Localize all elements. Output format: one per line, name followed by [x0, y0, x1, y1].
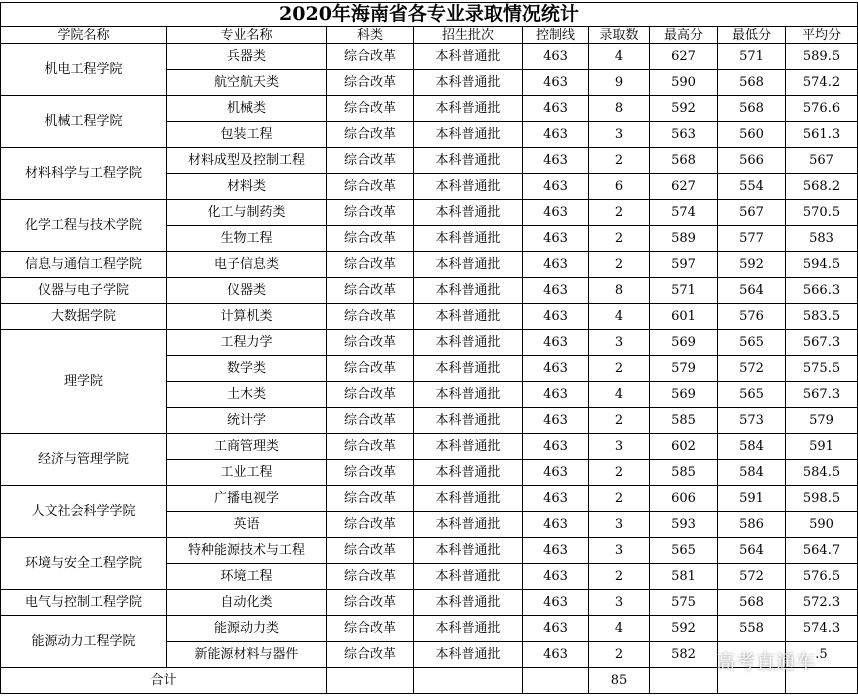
min-score-cell: 577: [718, 226, 786, 252]
max-score-cell: 575: [650, 590, 718, 616]
control-line-cell: 463: [523, 278, 589, 304]
control-line-cell: 463: [523, 408, 589, 434]
batch-cell: 本科普通批: [414, 304, 523, 330]
control-line-cell: 463: [523, 564, 589, 590]
min-score-cell: 567: [718, 200, 786, 226]
max-score-cell: 581: [650, 564, 718, 590]
max-score-cell: 579: [650, 356, 718, 382]
min-score-cell: 564: [718, 278, 786, 304]
table-row: [1, 96, 858, 122]
max-score-cell: 590: [650, 70, 718, 96]
major-cell: 能源动力类: [167, 616, 327, 642]
major-cell: 电子信息类: [167, 252, 327, 278]
major-cell: 计算机类: [167, 304, 327, 330]
control-line-cell: 463: [523, 122, 589, 148]
min-score-cell: 554: [718, 174, 786, 200]
subject-cell: 综合改革: [327, 122, 414, 148]
count-cell: 8: [589, 96, 650, 122]
college-cell: 材料科学与工程学院: [1, 148, 167, 200]
avg-score-cell: 594.5: [786, 252, 858, 278]
control-line-cell: 463: [523, 70, 589, 96]
table-row: [1, 304, 858, 330]
max-score-cell: 601: [650, 304, 718, 330]
min-score-cell: 572: [718, 564, 786, 590]
min-score-cell: 571: [718, 44, 786, 70]
max-score-cell: 589: [650, 226, 718, 252]
control-line-cell: 463: [523, 304, 589, 330]
table-row: [1, 538, 858, 564]
major-cell: 土木类: [167, 382, 327, 408]
control-line-cell: 463: [523, 330, 589, 356]
avg-score-cell: 567.3: [786, 330, 858, 356]
count-cell: 3: [589, 512, 650, 538]
batch-cell: 本科普通批: [414, 616, 523, 642]
major-cell: 特种能源技术与工程: [167, 538, 327, 564]
batch-cell: 本科普通批: [414, 148, 523, 174]
batch-cell: 本科普通批: [414, 408, 523, 434]
avg-score-cell: 567: [786, 148, 858, 174]
min-score-cell: 592: [718, 252, 786, 278]
batch-cell: 本科普通批: [414, 122, 523, 148]
count-cell: 2: [589, 564, 650, 590]
batch-cell: 本科普通批: [414, 200, 523, 226]
avg-score-cell: 568.2: [786, 174, 858, 200]
major-cell: 材料成型及控制工程: [167, 148, 327, 174]
major-cell: 统计学: [167, 408, 327, 434]
max-score-cell: 582: [650, 642, 718, 668]
min-score-cell: 586: [718, 512, 786, 538]
avg-score-cell: 572.3: [786, 590, 858, 616]
subject-cell: 综合改革: [327, 408, 414, 434]
count-cell: 3: [589, 434, 650, 460]
avg-score-cell: 576.6: [786, 96, 858, 122]
major-cell: 仪器类: [167, 278, 327, 304]
batch-cell: 本科普通批: [414, 356, 523, 382]
batch-cell: 本科普通批: [414, 382, 523, 408]
control-line-cell: 463: [523, 44, 589, 70]
avg-score-cell: .5: [786, 642, 858, 668]
college-cell: 电气与控制工程学院: [1, 590, 167, 616]
college-cell: 环境与安全工程学院: [1, 538, 167, 590]
batch-cell: 本科普通批: [414, 330, 523, 356]
control-line-cell: 463: [523, 616, 589, 642]
control-line-cell: 463: [523, 434, 589, 460]
column-header: 学院名称: [1, 27, 167, 44]
max-score-cell: 568: [650, 148, 718, 174]
batch-cell: 本科普通批: [414, 278, 523, 304]
min-score-cell: 591: [718, 486, 786, 512]
table-row: [1, 590, 858, 616]
avg-score-cell: 574.3: [786, 616, 858, 642]
avg-score-cell: 576.5: [786, 564, 858, 590]
subject-cell: 综合改革: [327, 70, 414, 96]
min-score-cell: 560: [718, 122, 786, 148]
min-score-cell: 558: [718, 616, 786, 642]
control-line-cell: 463: [523, 226, 589, 252]
batch-cell: 本科普通批: [414, 590, 523, 616]
max-score-cell: 597: [650, 252, 718, 278]
subject-cell: 综合改革: [327, 96, 414, 122]
subject-cell: 综合改革: [327, 356, 414, 382]
count-cell: 4: [589, 616, 650, 642]
college-cell: 理学院: [1, 330, 167, 434]
count-cell: 3: [589, 330, 650, 356]
subject-cell: 综合改革: [327, 44, 414, 70]
major-cell: 工业工程: [167, 460, 327, 486]
table-row: [1, 278, 858, 304]
control-line-cell: 463: [523, 148, 589, 174]
count-cell: 6: [589, 174, 650, 200]
column-header: 平均分: [786, 27, 858, 44]
subject-cell: 综合改革: [327, 382, 414, 408]
batch-cell: 本科普通批: [414, 460, 523, 486]
count-cell: 3: [589, 590, 650, 616]
subject-cell: 综合改革: [327, 252, 414, 278]
major-cell: 航空航天类: [167, 70, 327, 96]
max-score-cell: 606: [650, 486, 718, 512]
college-cell: 经济与管理学院: [1, 434, 167, 486]
avg-score-cell: 598.5: [786, 486, 858, 512]
subject-cell: 综合改革: [327, 200, 414, 226]
major-cell: 环境工程: [167, 564, 327, 590]
major-cell: 数学类: [167, 356, 327, 382]
count-cell: 4: [589, 44, 650, 70]
count-cell: 2: [589, 148, 650, 174]
avg-score-cell: 589.5: [786, 44, 858, 70]
count-cell: 8: [589, 278, 650, 304]
table-row: [1, 252, 858, 278]
batch-cell: 本科普通批: [414, 96, 523, 122]
table-row: [1, 434, 858, 460]
batch-cell: 本科普通批: [414, 44, 523, 70]
major-cell: 机械类: [167, 96, 327, 122]
empty-cell: [523, 668, 589, 694]
max-score-cell: 593: [650, 512, 718, 538]
min-score-cell: 568: [718, 70, 786, 96]
subject-cell: 综合改革: [327, 148, 414, 174]
control-line-cell: 463: [523, 538, 589, 564]
column-header: 科类: [327, 27, 414, 44]
major-cell: 英语: [167, 512, 327, 538]
count-cell: 2: [589, 460, 650, 486]
max-score-cell: 574: [650, 200, 718, 226]
batch-cell: 本科普通批: [414, 226, 523, 252]
control-line-cell: 463: [523, 512, 589, 538]
control-line-cell: 463: [523, 356, 589, 382]
batch-cell: 本科普通批: [414, 174, 523, 200]
max-score-cell: 585: [650, 408, 718, 434]
major-cell: 自动化类: [167, 590, 327, 616]
column-header: 控制线: [523, 27, 589, 44]
column-header: 最高分: [650, 27, 718, 44]
count-cell: 2: [589, 252, 650, 278]
min-score-cell: 573: [718, 408, 786, 434]
min-score-cell: 564: [718, 538, 786, 564]
count-cell: 3: [589, 538, 650, 564]
control-line-cell: 463: [523, 174, 589, 200]
empty-cell: [650, 668, 718, 694]
max-score-cell: 602: [650, 434, 718, 460]
subject-cell: 综合改革: [327, 226, 414, 252]
avg-score-cell: 575.5: [786, 356, 858, 382]
column-header: 录取数: [589, 27, 650, 44]
subject-cell: 综合改革: [327, 330, 414, 356]
major-cell: 广播电视学: [167, 486, 327, 512]
max-score-cell: 571: [650, 278, 718, 304]
count-cell: 2: [589, 226, 650, 252]
avg-score-cell: 584.5: [786, 460, 858, 486]
max-score-cell: 569: [650, 382, 718, 408]
count-cell: 2: [589, 486, 650, 512]
subject-cell: 综合改革: [327, 460, 414, 486]
subject-cell: 综合改革: [327, 564, 414, 590]
control-line-cell: 463: [523, 460, 589, 486]
max-score-cell: 563: [650, 122, 718, 148]
avg-score-cell: 591: [786, 434, 858, 460]
subject-cell: 综合改革: [327, 434, 414, 460]
avg-score-cell: 590: [786, 512, 858, 538]
college-cell: 机械工程学院: [1, 96, 167, 148]
count-cell: 4: [589, 382, 650, 408]
watermark-text: 高考直通车: [716, 651, 817, 673]
min-score-cell: 572: [718, 356, 786, 382]
max-score-cell: 569: [650, 330, 718, 356]
college-cell: 化学工程与技术学院: [1, 200, 167, 252]
avg-score-cell: 567.3: [786, 382, 858, 408]
max-score-cell: 592: [650, 96, 718, 122]
batch-cell: 本科普通批: [414, 512, 523, 538]
avg-score-cell: 583: [786, 226, 858, 252]
max-score-cell: 627: [650, 44, 718, 70]
control-line-cell: 463: [523, 382, 589, 408]
header-row: [1, 27, 858, 44]
control-line-cell: 463: [523, 252, 589, 278]
column-header: 专业名称: [167, 27, 327, 44]
empty-cell: [327, 668, 414, 694]
avg-score-cell: 570.5: [786, 200, 858, 226]
avg-score-cell: 566.3: [786, 278, 858, 304]
table-title: 2020年海南省各专业录取情况统计: [1, 3, 858, 27]
major-cell: 材料类: [167, 174, 327, 200]
empty-cell: [414, 668, 523, 694]
batch-cell: 本科普通批: [414, 252, 523, 278]
college-cell: 能源动力工程学院: [1, 616, 167, 668]
table-row: [1, 44, 858, 70]
subject-cell: 综合改革: [327, 590, 414, 616]
control-line-cell: 463: [523, 590, 589, 616]
major-cell: 化工与制药类: [167, 200, 327, 226]
college-cell: 大数据学院: [1, 304, 167, 330]
major-cell: 兵器类: [167, 44, 327, 70]
max-score-cell: 585: [650, 460, 718, 486]
min-score-cell: 584: [718, 460, 786, 486]
min-score-cell: 576: [718, 304, 786, 330]
control-line-cell: 463: [523, 486, 589, 512]
major-cell: 生物工程: [167, 226, 327, 252]
subject-cell: 综合改革: [327, 304, 414, 330]
total-count: 85: [589, 668, 650, 694]
college-cell: 机电工程学院: [1, 44, 167, 96]
avg-score-cell: 583.5: [786, 304, 858, 330]
min-score-cell: 566: [718, 148, 786, 174]
count-cell: 4: [589, 304, 650, 330]
count-cell: 2: [589, 408, 650, 434]
max-score-cell: 565: [650, 538, 718, 564]
major-cell: 工程力学: [167, 330, 327, 356]
avg-score-cell: 574.2: [786, 70, 858, 96]
control-line-cell: 463: [523, 642, 589, 668]
subject-cell: 综合改革: [327, 642, 414, 668]
batch-cell: 本科普通批: [414, 564, 523, 590]
college-cell: 仪器与电子学院: [1, 278, 167, 304]
table-row: [1, 148, 858, 174]
max-score-cell: 592: [650, 616, 718, 642]
control-line-cell: 463: [523, 200, 589, 226]
college-cell: 信息与通信工程学院: [1, 252, 167, 278]
batch-cell: 本科普通批: [414, 642, 523, 668]
table-row: [1, 200, 858, 226]
avg-score-cell: 579: [786, 408, 858, 434]
count-cell: 2: [589, 200, 650, 226]
count-cell: 2: [589, 356, 650, 382]
control-line-cell: 463: [523, 96, 589, 122]
batch-cell: 本科普通批: [414, 70, 523, 96]
table-row: [1, 616, 858, 642]
total-label: 合计: [1, 668, 327, 694]
table-row: [1, 486, 858, 512]
min-score-cell: 568: [718, 590, 786, 616]
major-cell: 新能源材料与器件: [167, 642, 327, 668]
count-cell: 9: [589, 70, 650, 96]
subject-cell: 综合改革: [327, 278, 414, 304]
min-score-cell: 568: [718, 96, 786, 122]
count-cell: 2: [589, 642, 650, 668]
batch-cell: 本科普通批: [414, 486, 523, 512]
column-header: 招生批次: [414, 27, 523, 44]
batch-cell: 本科普通批: [414, 434, 523, 460]
min-score-cell: 565: [718, 382, 786, 408]
subject-cell: 综合改革: [327, 486, 414, 512]
min-score-cell: 565: [718, 330, 786, 356]
subject-cell: 综合改革: [327, 538, 414, 564]
avg-score-cell: 564.7: [786, 538, 858, 564]
count-cell: 3: [589, 122, 650, 148]
major-cell: 包装工程: [167, 122, 327, 148]
min-score-cell: 584: [718, 434, 786, 460]
table-row: [1, 330, 858, 356]
subject-cell: 综合改革: [327, 174, 414, 200]
subject-cell: 综合改革: [327, 512, 414, 538]
column-header: 最低分: [718, 27, 786, 44]
subject-cell: 综合改革: [327, 616, 414, 642]
batch-cell: 本科普通批: [414, 538, 523, 564]
avg-score-cell: 561.3: [786, 122, 858, 148]
college-cell: 人文社会科学学院: [1, 486, 167, 538]
max-score-cell: 627: [650, 174, 718, 200]
admission-table: [0, 2, 858, 694]
major-cell: 工商管理类: [167, 434, 327, 460]
